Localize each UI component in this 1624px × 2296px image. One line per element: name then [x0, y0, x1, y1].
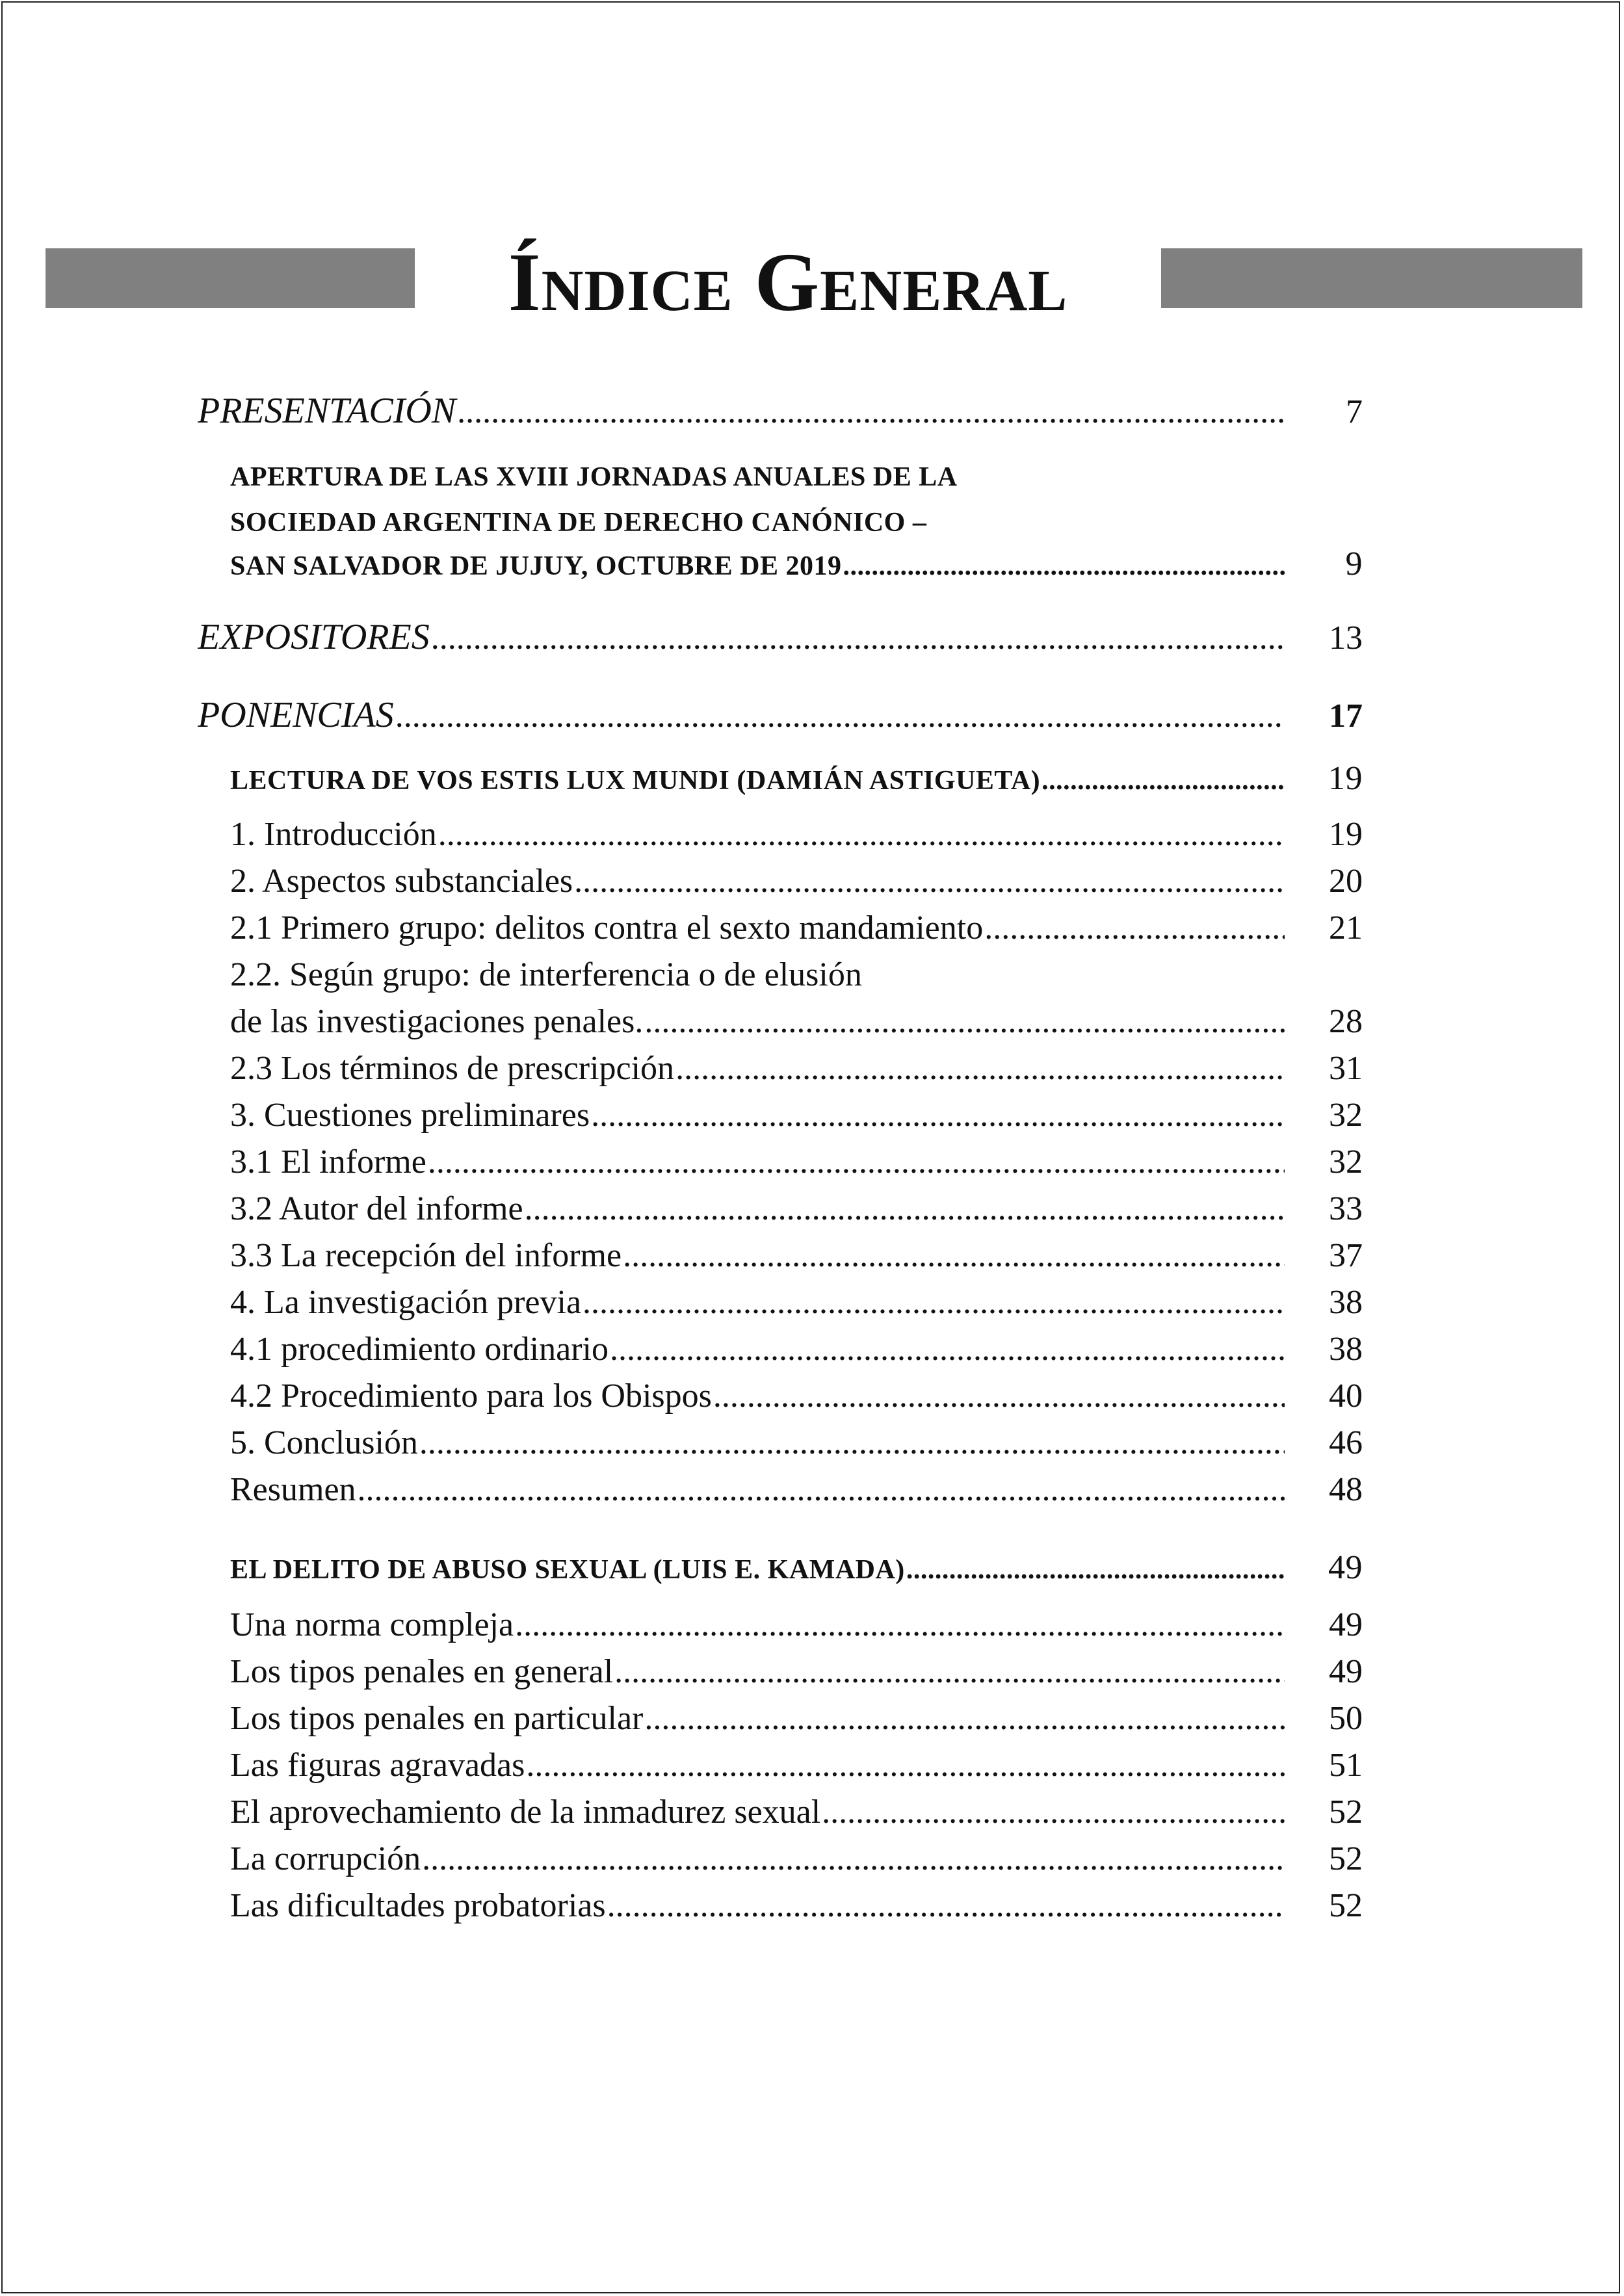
title-bar-left — [46, 248, 415, 308]
toc-entry-page: 9 — [1345, 545, 1363, 582]
toc-entry[interactable] — [230, 1002, 1363, 1054]
toc-entry[interactable] — [230, 1190, 1363, 1242]
toc-entry-label: Los tipos penales en particular — [230, 1700, 644, 1737]
toc-entry-page: 32 — [1329, 1143, 1363, 1181]
toc-entry-label: 4.2 Procedimiento para los Obispos — [230, 1377, 712, 1415]
toc-entry[interactable] — [230, 1699, 1363, 1751]
toc-entry-page: 19 — [1329, 816, 1363, 853]
toc-entry-line1: 2.2. Según grupo: de interferencia o de elusión — [230, 956, 862, 993]
toc-entry-label: 3.2 Autor del informe — [230, 1190, 523, 1227]
leader-dots — [457, 393, 1285, 431]
toc-entry-page: 52 — [1329, 1794, 1363, 1831]
toc-entry-label: Las figuras agravadas — [230, 1747, 525, 1784]
document-page — [1, 1, 1620, 2293]
toc-entry-expositores[interactable] — [198, 616, 1363, 668]
toc-entry[interactable] — [230, 1096, 1363, 1148]
toc-entry[interactable] — [230, 1283, 1363, 1335]
toc-entry-label: El aprovechamiento de la inmadurez sexual — [230, 1794, 821, 1831]
toc-entry-page: 40 — [1329, 1377, 1363, 1415]
toc-entry-page: 37 — [1329, 1237, 1363, 1274]
toc-entry-page: 38 — [1329, 1331, 1363, 1368]
leader-dots — [525, 1190, 1285, 1228]
toc-entry-page: 32 — [1329, 1097, 1363, 1134]
toc-entry-page: 46 — [1329, 1424, 1363, 1461]
toc-entry-page: 49 — [1329, 1653, 1363, 1690]
toc-entry[interactable] — [230, 1330, 1363, 1382]
toc-entry-page: 49 — [1328, 1549, 1363, 1586]
toc-entry-presentacion[interactable] — [198, 390, 1363, 442]
toc-entry-page: 20 — [1329, 863, 1363, 900]
leader-dots — [422, 1840, 1285, 1878]
leader-dots — [438, 815, 1285, 854]
toc-entry[interactable] — [230, 1886, 1363, 1938]
toc-entry[interactable] — [230, 1049, 1363, 1101]
toc-entry-page: 13 — [1329, 620, 1363, 657]
leader-dots — [395, 697, 1285, 735]
toc-entry[interactable] — [230, 1793, 1363, 1845]
leader-dots — [843, 551, 1285, 582]
toc-entry-page: 31 — [1329, 1050, 1363, 1087]
toc-entry[interactable] — [230, 1377, 1363, 1429]
toc-entry-page: 7 — [1346, 393, 1363, 430]
leader-dots — [515, 1606, 1285, 1644]
toc-entry[interactable] — [230, 1840, 1363, 1892]
toc-entry[interactable] — [230, 909, 1363, 961]
leader-dots — [526, 1746, 1285, 1784]
leader-dots — [574, 862, 1285, 900]
toc-entry-page: 50 — [1329, 1700, 1363, 1737]
leader-dots — [591, 1096, 1285, 1134]
toc-entry-label: Resumen — [230, 1471, 356, 1508]
toc-entry[interactable] — [230, 862, 1363, 914]
toc-entry-label: EXPOSITORES — [198, 617, 430, 657]
toc-entry-page: 17 — [1329, 698, 1363, 735]
toc-entry-label: SAN SALVADOR DE JUJUY, OCTUBRE DE 2019 — [230, 551, 842, 581]
leader-dots — [428, 1143, 1285, 1181]
toc-entry-apertura-line1: APERTURA DE LAS XVIII JORNADAS ANUALES DE LA — [230, 462, 958, 492]
toc-entry-label: PONENCIAS — [198, 695, 394, 735]
leader-dots — [1041, 765, 1285, 796]
toc-entry-label: 2.3 Los términos de prescripción — [230, 1050, 675, 1087]
leader-dots — [614, 1652, 1285, 1691]
leader-dots — [713, 1377, 1285, 1415]
toc-entry-page: 52 — [1329, 1887, 1363, 1924]
leader-dots — [644, 1002, 1285, 1041]
leader-dots — [906, 1554, 1285, 1585]
toc-entry[interactable] — [230, 1143, 1363, 1195]
toc-entry-label: 4. La investigación previa — [230, 1284, 582, 1321]
toc-entry[interactable] — [230, 1236, 1363, 1288]
toc-entry-page: 28 — [1329, 1003, 1363, 1040]
toc-entry-page: 49 — [1329, 1606, 1363, 1643]
toc-entry-abuso-sexual[interactable] — [230, 1548, 1363, 1600]
leader-dots — [607, 1886, 1285, 1925]
toc-entry-label: Una norma compleja — [230, 1606, 514, 1643]
toc-entry-ponencias[interactable] — [198, 694, 1363, 746]
toc-entry-label: PRESENTACIÓN — [198, 391, 456, 431]
toc-entry-label: La corrupción — [230, 1840, 421, 1877]
toc-entry[interactable] — [230, 1652, 1363, 1704]
toc-entry-page: 19 — [1328, 760, 1363, 797]
toc-entry-label: EL DELITO DE ABUSO SEXUAL (LUIS E. KAMADA) — [230, 1555, 905, 1585]
leader-dots — [419, 1424, 1285, 1462]
toc-entry-label: 1. Introducción — [230, 816, 437, 853]
toc-entry[interactable] — [230, 1470, 1363, 1522]
toc-entry[interactable] — [230, 1606, 1363, 1658]
toc-entry-label: 2. Aspectos substanciales — [230, 863, 573, 900]
toc-entry[interactable] — [230, 815, 1363, 867]
toc-entry-label: 3.1 El informe — [230, 1143, 426, 1181]
toc-entry-page: 38 — [1329, 1284, 1363, 1321]
leader-dots — [623, 1236, 1285, 1275]
page-title: Índice General — [508, 236, 1068, 328]
toc-entry-label: 3. Cuestiones preliminares — [230, 1097, 590, 1134]
toc-entry-label: Los tipos penales en general — [230, 1653, 614, 1690]
leader-dots — [984, 909, 1285, 947]
toc-entry-label: 3.3 La recepción del informe — [230, 1237, 622, 1274]
toc-entry-page: 21 — [1329, 909, 1363, 946]
toc-entry[interactable] — [230, 1424, 1363, 1476]
toc-entry-apertura[interactable] — [230, 545, 1363, 597]
toc-entry-label: 5. Conclusión — [230, 1424, 418, 1461]
toc-entry-label: LECTURA DE VOS ESTIS LUX MUNDI (DAMIÁN ASTIGUETA) — [230, 766, 1041, 796]
leader-dots — [610, 1330, 1285, 1368]
toc-entry-label: 2.1 Primero grupo: delitos contra el sexto mandamiento — [230, 909, 984, 946]
toc-entry[interactable] — [230, 1746, 1363, 1798]
toc-entry-page: 51 — [1329, 1747, 1363, 1784]
toc-entry-apertura-line2: SOCIEDAD ARGENTINA DE DERECHO CANÓNICO – — [230, 508, 927, 538]
leader-dots — [583, 1283, 1285, 1322]
toc-entry-page: 52 — [1329, 1840, 1363, 1877]
leader-dots — [358, 1470, 1285, 1509]
toc-entry-label: Las dificultades probatorias — [230, 1887, 606, 1924]
leader-dots — [822, 1793, 1285, 1831]
toc-entry-page: 33 — [1329, 1190, 1363, 1227]
leader-dots — [675, 1049, 1285, 1088]
leader-dots — [431, 619, 1285, 657]
leader-dots — [644, 1699, 1285, 1738]
toc-entry-label: 4.1 procedimiento ordinario — [230, 1331, 609, 1368]
toc-entry-label: de las investigaciones penales. — [230, 1003, 644, 1040]
toc-entry-page: 48 — [1329, 1471, 1363, 1508]
toc-entry-lectura[interactable] — [230, 759, 1363, 811]
title-bar-right — [1161, 248, 1582, 308]
